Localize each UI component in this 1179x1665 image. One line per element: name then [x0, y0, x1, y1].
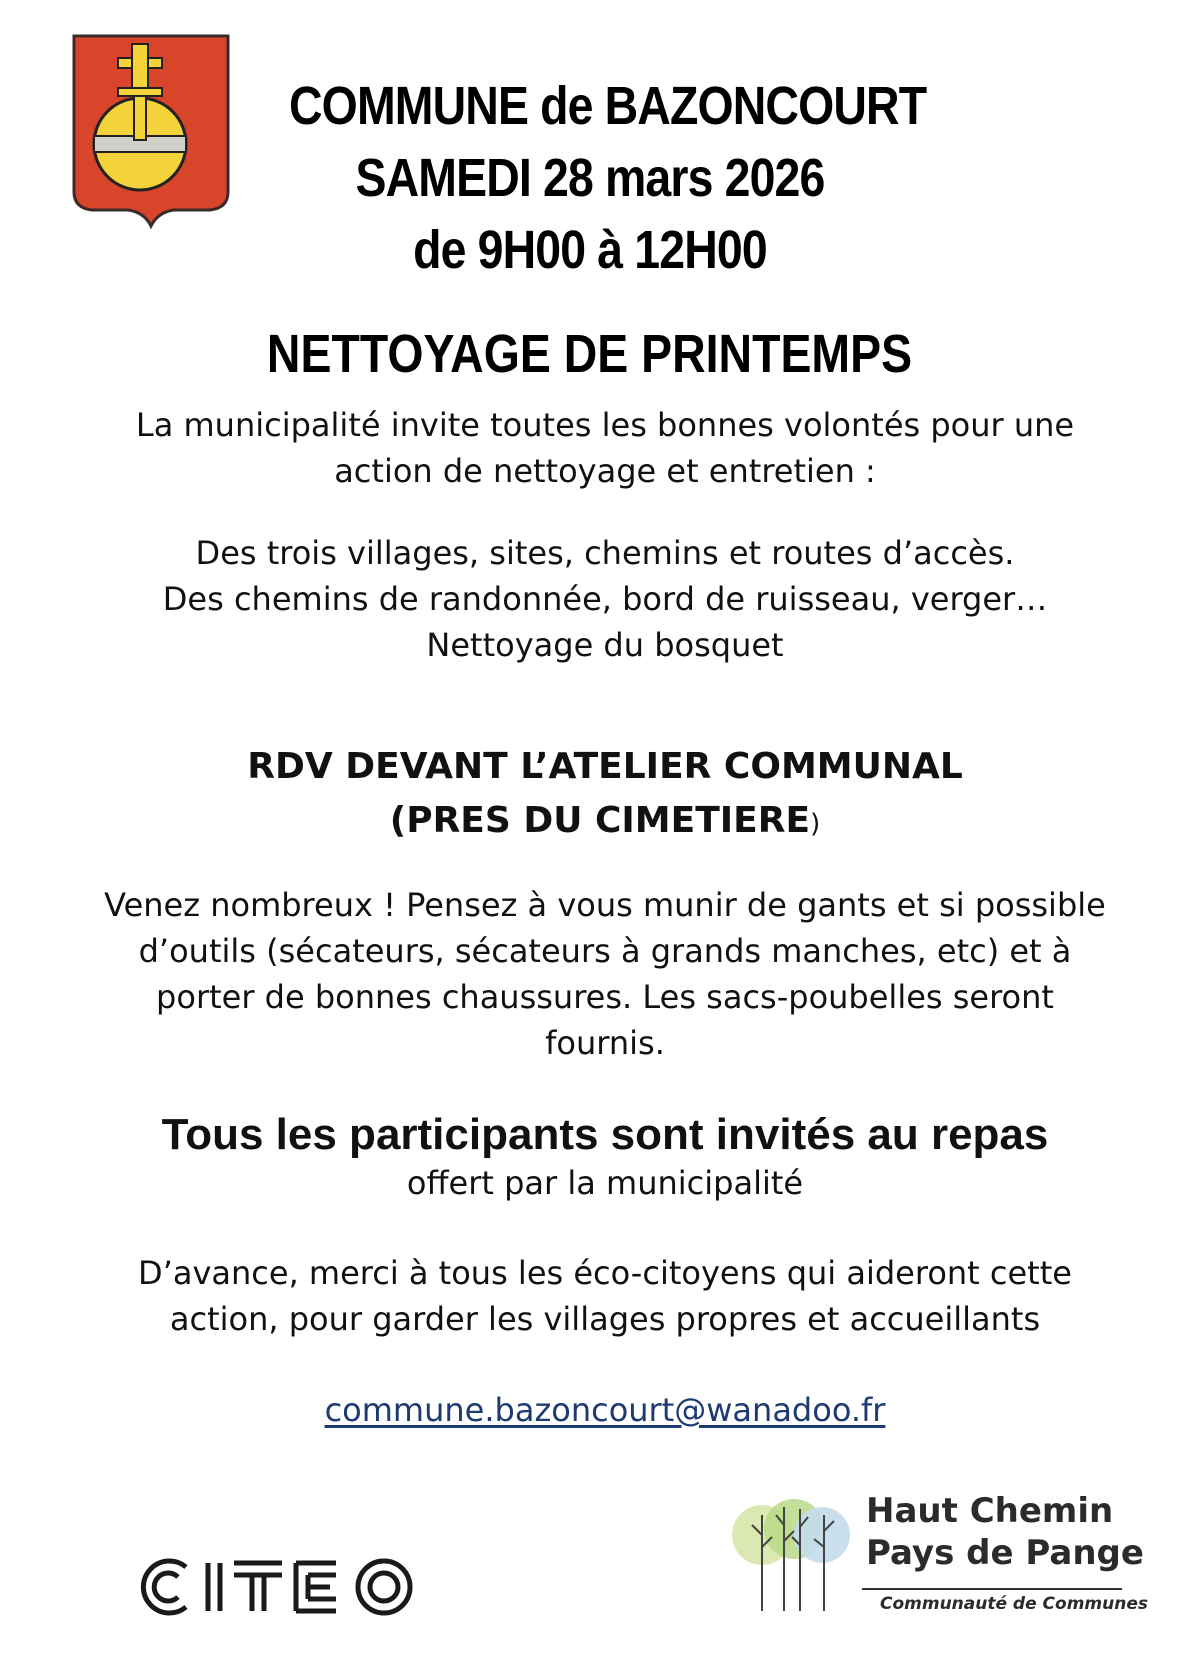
event-date: SAMEDI 28 mars 2026 [355, 148, 825, 208]
thanks-paragraph [40, 1250, 1170, 1342]
intro-line: action de nettoyage et entretien : [334, 452, 876, 490]
coat-of-arms-logo [70, 32, 232, 230]
haut-chemin-line1: Haut Chemin [866, 1491, 1114, 1531]
event-title: NETTOYAGE DE PRINTEMPS [266, 324, 913, 384]
contact-section [40, 1387, 1170, 1433]
call-line: d’outils (sécateurs, sécateurs à grands manches, etc) et à [138, 932, 1072, 970]
call-line: Venez nombreux ! Pensez à vous munir de gants et si possible [104, 886, 1106, 924]
trees-icon [730, 1485, 860, 1615]
meeting-point [40, 740, 1170, 851]
contact-email-link[interactable]: commune.bazoncourt@wanadoo.fr [324, 1391, 886, 1429]
task-line: Des trois villages, sites, chemins et routes d’accès. [195, 534, 1015, 572]
meal-title: Tous les participants sont invités au repas [161, 1110, 1049, 1159]
meeting-location-detail [40, 794, 1170, 851]
haut-chemin-line2: Pays de Pange [866, 1533, 1144, 1573]
intro-line: La municipalité invite toutes les bonnes volontés pour une [135, 406, 1075, 444]
meal-subtitle: offert par la municipalité [406, 1164, 804, 1202]
meeting-location: RDV DEVANT L’ATELIER COMMUNAL [247, 746, 963, 787]
call-line: porter de bonnes chaussures. Les sacs-poubelles seront [156, 978, 1054, 1016]
meeting-detail-paren: ) [810, 809, 821, 839]
haut-chemin-logo [730, 1480, 1148, 1620]
task-line: Des chemins de randonnée, bord de ruisseau, verger… [162, 580, 1048, 618]
meeting-detail-text: (PRES DU CIMETIERE [389, 800, 811, 841]
call-line: fournis. [545, 1024, 665, 1062]
commune-name: COMMUNE de BAZONCOURT [289, 76, 927, 136]
poster-header [240, 70, 940, 286]
haut-chemin-subtitle: Communauté de Communes [880, 1594, 1148, 1614]
intro-paragraph [40, 402, 1170, 494]
tasks-paragraph [40, 530, 1170, 668]
call-paragraph [40, 882, 1170, 1066]
thanks-line: action, pour garder les villages propres et accueillants [169, 1300, 1041, 1338]
task-line: Nettoyage du bosquet [426, 626, 784, 664]
meal-section [40, 1108, 1170, 1204]
citeo-logo [130, 1555, 430, 1619]
event-time: de 9H00 à 12H00 [413, 220, 767, 280]
thanks-line: D’avance, merci à tous les éco-citoyens qui aideront cette [138, 1254, 1072, 1292]
logo-divider [862, 1588, 1122, 1590]
haut-chemin-name [866, 1490, 1144, 1574]
